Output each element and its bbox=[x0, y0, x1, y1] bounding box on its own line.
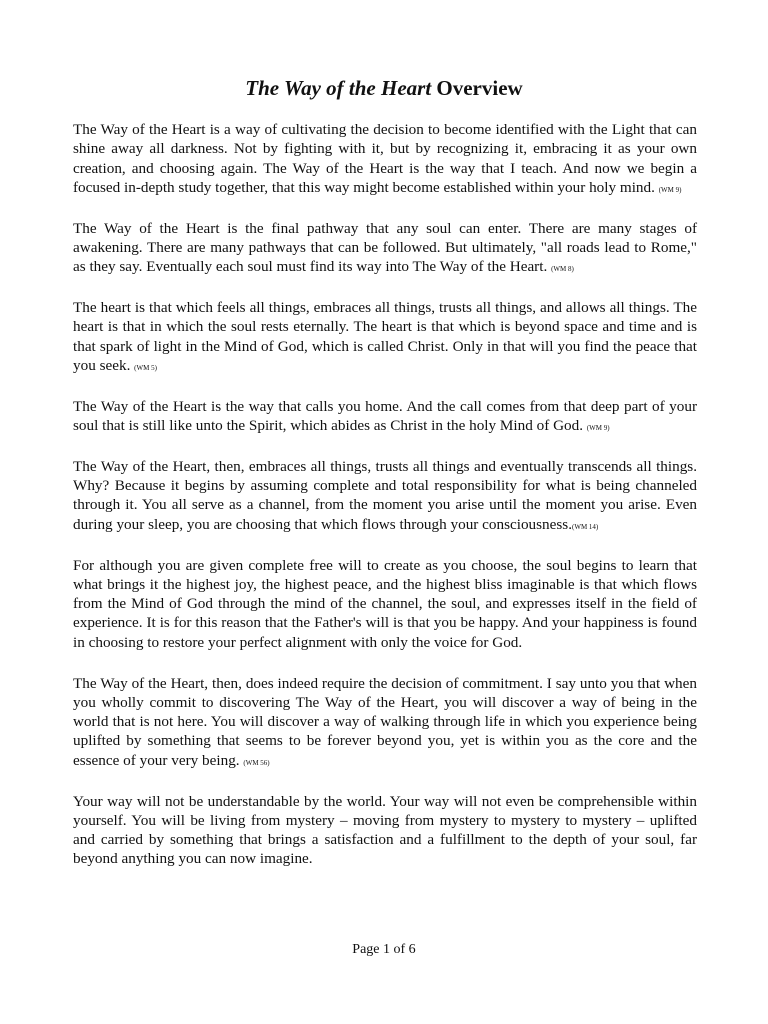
title-italic-part: The Way of the Heart bbox=[245, 76, 432, 100]
paragraph bbox=[73, 457, 697, 537]
citation: (WM 14) bbox=[572, 522, 599, 531]
paragraph bbox=[73, 219, 697, 280]
paragraph bbox=[73, 298, 697, 378]
paragraph-text: Your way will not be understandable by the world. Your way will not even be comprehensible within yourself. You will be living from mystery – moving from mystery to mystery to mystery – uplifted and carried by something that brings a satisfaction and a fulfillment to the depth of your soul, far beyond anything you can now imagine. bbox=[73, 792, 697, 868]
paragraph bbox=[73, 556, 697, 655]
paragraph bbox=[73, 792, 697, 872]
citation: (WM 9) bbox=[586, 424, 610, 433]
citation: (WM 56) bbox=[243, 758, 270, 767]
citation: (WM 5) bbox=[134, 363, 157, 372]
paragraph bbox=[73, 397, 697, 439]
page-footer: Page 1 of 6 bbox=[352, 942, 416, 957]
paragraph bbox=[73, 120, 697, 200]
citation: (WM 8) bbox=[551, 265, 574, 274]
paragraph-text: The Way of the Heart is the way that calls you home. And the call comes from that deep part of your soul that is still like unto the Spirit, which abides as Christ in the holy Mind of God. bbox=[73, 397, 697, 435]
paragraph-text: The Way of the Heart is a way of cultivating the decision to become identified with the Light that can shine away all darkness. Not by fighting with it, but by recognizing it, embracing it as your own creation, and choosing again. The Way of the Heart is the way that I teach. And now we begin a focused in-depth study together, that this way might become established within your holy mind. bbox=[73, 121, 697, 196]
citation: (WM 9) bbox=[658, 185, 682, 194]
paragraph-text: The Way of the Heart, then, does indeed require the decision of commitment. I say unto you that when you wholly commit to discovering The Way of the Heart, you will discover a way of being in the world that is not here. You will discover a way of walking through life in which you experience being uplifted by something that seems to be forever beyond you, yet is within you as the core and the essence of your very being. bbox=[73, 674, 697, 769]
paragraph-text: The Way of the Heart is the final pathway that any soul can enter. There are many stages of awakening. There are many pathways that can be followed. But ultimately, "all roads lead to Rome," as they say. Eventually each soul must find its way into The Way of the Heart. bbox=[73, 219, 697, 276]
paragraph-text: The heart is that which feels all things, embraces all things, trusts all things, and allows all things. The heart is that in which the soul rests eternally. The heart is that which is beyond space and time and is that spark of light in the Mind of God, which is called Christ. Only in that will you find the peace that you seek. bbox=[73, 299, 697, 374]
paragraph-text: The Way of the Heart, then, embraces all things, trusts all things and eventually transcends all things. Why? Because it begins by assuming complete and total responsibility for what is being channeled through it. You all serve as a channel, from the moment you arise until the moment you arise. Even during your sleep, you are choosing that which flows through your consciousness. bbox=[73, 457, 697, 533]
document-body bbox=[73, 120, 697, 890]
paragraph-text: For although you are given complete free will to create as you choose, the soul begins to learn that what brings it the highest joy, the highest peace, and the highest bliss imaginable is that which flows from the Mind of God through the mind of the channel, the soul, and expresses itself in the field of experience. It is for this reason that the Father's will is that you be happy. And your happiness is found in choosing to restore your perfect alignment with only the voice for God. bbox=[73, 556, 697, 651]
paragraph bbox=[73, 674, 697, 773]
page-title bbox=[0, 74, 768, 102]
title-rest-part: Overview bbox=[431, 76, 523, 100]
